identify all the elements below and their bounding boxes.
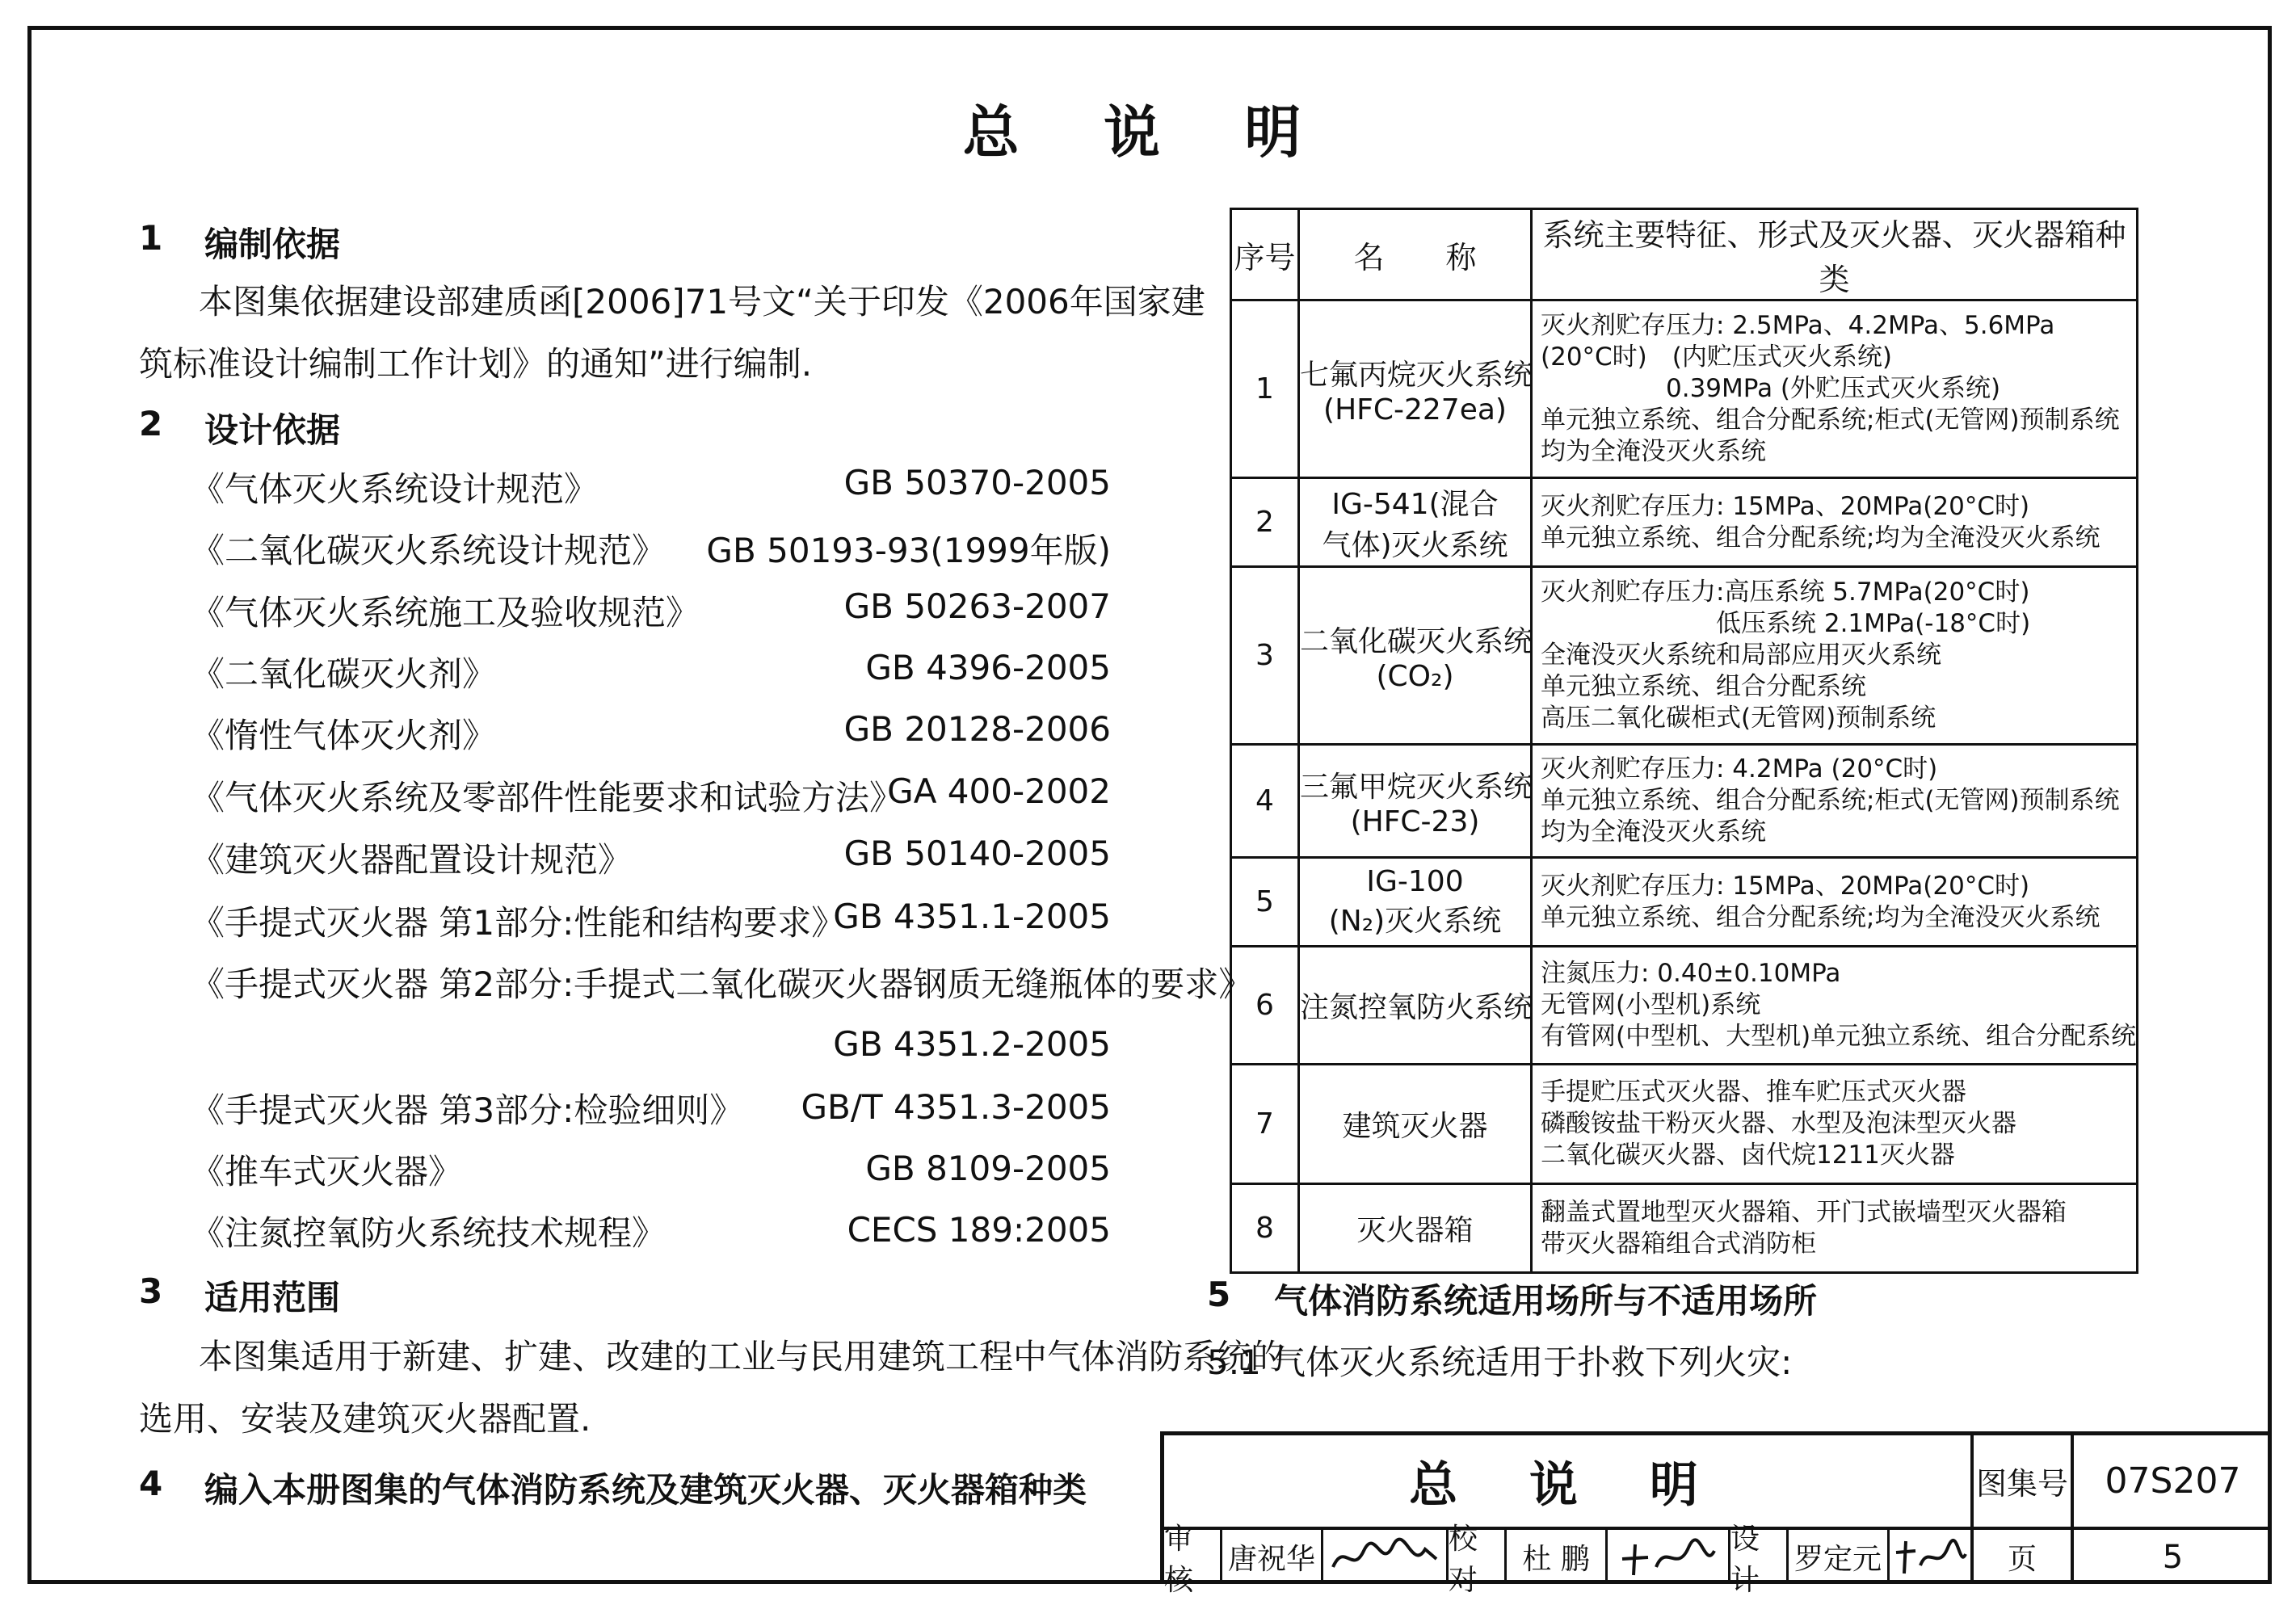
row-no: 8 — [1231, 1184, 1299, 1273]
page-label: 页 — [1974, 1530, 2074, 1584]
reference-name: 《建筑灭火器配置设计规范》 — [191, 840, 633, 880]
row-no: 6 — [1231, 947, 1299, 1065]
row-name: 建筑灭火器 — [1299, 1065, 1532, 1184]
table-row — [1231, 300, 2138, 478]
section-5-1-text: 5.1 气体灭火系统适用于扑救下列火灾: — [1207, 1342, 1793, 1382]
reference-code: GB 50370-2005 — [843, 463, 1111, 502]
atlas-no-label: 图集号 — [1974, 1435, 2074, 1530]
reviewer-signature — [1323, 1530, 1449, 1584]
row-no: 3 — [1231, 567, 1299, 745]
reference-code: GB 50193-93(1999年版) — [706, 531, 1111, 570]
reference-name: 《气体灭火系统及零部件性能要求和试验方法》 — [191, 778, 904, 817]
row-name: 注氮控氧防火系统 — [1299, 947, 1532, 1065]
page-number: 5 — [2162, 1538, 2184, 1576]
reference-name: 《二氧化碳灭火系统设计规范》 — [191, 531, 667, 570]
reference-name: 《手提式灭火器 第2部分:手提式二氧化碳灭火器钢质无缝瓶体的要求》 — [191, 964, 1253, 1004]
header-desc: 系统主要特征、形式及灭火器、灭火器箱种类 — [1532, 209, 2138, 300]
checker-name: 杜 鹏 — [1507, 1530, 1608, 1584]
row-no: 1 — [1231, 300, 1299, 478]
row-desc: 灭火剂贮存压力: 15MPa、20MPa(20°C时) 单元独立系统、组合分配系统;均为全淹没灭火系统 — [1532, 478, 2138, 567]
row-desc: 灭火剂贮存压力:高压系统 5.7MPa(20°C时) 低压系统 2.1MPa(-18°C时) 全淹没灭火系统和局部应用灭火系统 单元独立系统、组合分配系统 高压二氧化碳柜式(无管网)预制系统 — [1532, 567, 2138, 745]
section-3-heading: 适用范围 — [204, 1278, 341, 1317]
reference-code: GB 4351.2-2005 — [833, 1024, 1111, 1064]
reference-name: 《注氮控氧防火系统技术规程》 — [191, 1213, 667, 1253]
section-1-line-2: 筑标准设计编制工作计划》的通知”进行编制. — [139, 344, 813, 384]
reviewer-name: 唐祝华 — [1222, 1530, 1323, 1584]
reference-code: CECS 189:2005 — [847, 1210, 1111, 1250]
section-1-number: 1 — [139, 218, 163, 258]
row-desc: 灭火剂贮存压力: 15MPa、20MPa(20°C时) 单元独立系统、组合分配系统;均为全淹没灭火系统 — [1532, 858, 2138, 947]
row-name: IG-541(混合 气体)灭火系统 — [1299, 478, 1532, 567]
section-1-heading: 编制依据 — [204, 225, 341, 264]
row-name: IG-100 (N₂)灭火系统 — [1299, 858, 1532, 947]
row-no: 4 — [1231, 745, 1299, 858]
reference-code: GB/T 4351.3-2005 — [801, 1087, 1111, 1127]
section-5-heading: 气体消防系统适用场所与不适用场所 — [1274, 1281, 1818, 1321]
table-row — [1231, 1184, 2138, 1273]
reference-code: GB 20128-2006 — [843, 709, 1111, 749]
table-row — [1231, 947, 2138, 1065]
title-block — [1160, 1431, 2272, 1597]
row-desc: 翻盖式置地型灭火器箱、开门式嵌墙型灭火器箱 带灭火器箱组合式消防柜 — [1532, 1184, 2138, 1273]
reference-name: 《手提式灭火器 第1部分:性能和结构要求》 — [191, 903, 846, 943]
checker-signature — [1608, 1530, 1730, 1584]
table-row — [1231, 478, 2138, 567]
row-no: 5 — [1231, 858, 1299, 947]
reference-code: GA 400-2002 — [887, 771, 1111, 811]
systems-table — [1230, 208, 2138, 1274]
row-desc: 手提贮压式灭火器、推车贮压式灭火器 磷酸铵盐干粉灭火器、水型及泡沫型灭火器 二氧化碳灭火器、卤代烷1211灭火器 — [1532, 1065, 2138, 1184]
reference-code: GB 4396-2005 — [865, 648, 1111, 687]
reference-code: GB 50140-2005 — [843, 834, 1111, 873]
reference-name: 《手提式灭火器 第3部分:检验细则》 — [191, 1090, 744, 1130]
section-3-line-2: 选用、安装及建筑灭火器配置. — [139, 1399, 591, 1439]
review-label: 审核 — [1164, 1530, 1222, 1584]
row-desc: 灭火剂贮存压力: 4.2MPa (20°C时) 单元独立系统、组合分配系统;柜式(无管网)预制系统 均为全淹没灭火系统 — [1532, 745, 2138, 858]
section-1-line-1: 本图集依据建设部建质函[2006]71号文“关于印发《2006年国家建 — [199, 282, 1205, 321]
reference-name: 《气体灭火系统设计规范》 — [191, 469, 599, 509]
section-4-heading: 编入本册图集的气体消防系统及建筑灭火器、灭火器箱种类 — [204, 1470, 1087, 1510]
header-name: 名 称 — [1299, 209, 1532, 300]
row-name: 七氟丙烷灭火系统 (HFC-227ea) — [1299, 300, 1532, 478]
table-row — [1231, 745, 2138, 858]
designer-signature — [1890, 1530, 1974, 1584]
atlas-no-value: 07S207 — [2074, 1435, 2272, 1530]
table-header-row — [1231, 209, 2138, 300]
row-name: 三氟甲烷灭火系统 (HFC-23) — [1299, 745, 1532, 858]
row-no: 2 — [1231, 478, 1299, 567]
table-row — [1231, 1065, 2138, 1184]
reference-code: GB 8109-2005 — [865, 1149, 1111, 1188]
page-title: 总 说 明 — [962, 99, 1334, 166]
section-4-number: 4 — [139, 1464, 163, 1503]
reference-name: 《惰性气体灭火剂》 — [191, 716, 497, 755]
section-5-number: 5 — [1207, 1275, 1231, 1314]
row-desc: 灭火剂贮存压力: 2.5MPa、4.2MPa、5.6MPa (20°C时) (内贮压式灭火系统) 0.39MPa (外贮压式灭火系统) 单元独立系统、组合分配系统;柜式(无管网)预制系统 均为全淹没灭火系统 — [1532, 300, 2138, 478]
header-no: 序号 — [1231, 209, 1299, 300]
row-name: 二氧化碳灭火系统 (CO₂) — [1299, 567, 1532, 745]
design-label: 设计 — [1730, 1530, 1789, 1584]
section-2-number: 2 — [139, 404, 163, 443]
table-row — [1231, 858, 2138, 947]
section-3-number: 3 — [139, 1271, 163, 1311]
reference-code: GB 50263-2007 — [843, 586, 1111, 626]
title-block-title: 总 说 明 — [1164, 1435, 1974, 1530]
reference-code: GB 4351.1-2005 — [833, 897, 1111, 936]
section-3-line-1: 本图集适用于新建、扩建、改建的工业与民用建筑工程中气体消防系统的 — [199, 1337, 1285, 1376]
reference-name: 《二氧化碳灭火剂》 — [191, 654, 497, 694]
row-no: 7 — [1231, 1065, 1299, 1184]
section-2-heading: 设计依据 — [204, 410, 341, 450]
row-desc: 注氮压力: 0.40±0.10MPa 无管网(小型机)系统 有管网(中型机、大型机)单元独立系统、组合分配系统 — [1532, 947, 2138, 1065]
reference-name: 《气体灭火系统施工及验收规范》 — [191, 593, 700, 632]
designer-name: 罗定元 — [1789, 1530, 1890, 1584]
check-label: 校对 — [1449, 1530, 1507, 1584]
row-name: 灭火器箱 — [1299, 1184, 1532, 1273]
reference-name: 《推车式灭火器》 — [191, 1152, 463, 1191]
table-row — [1231, 567, 2138, 745]
